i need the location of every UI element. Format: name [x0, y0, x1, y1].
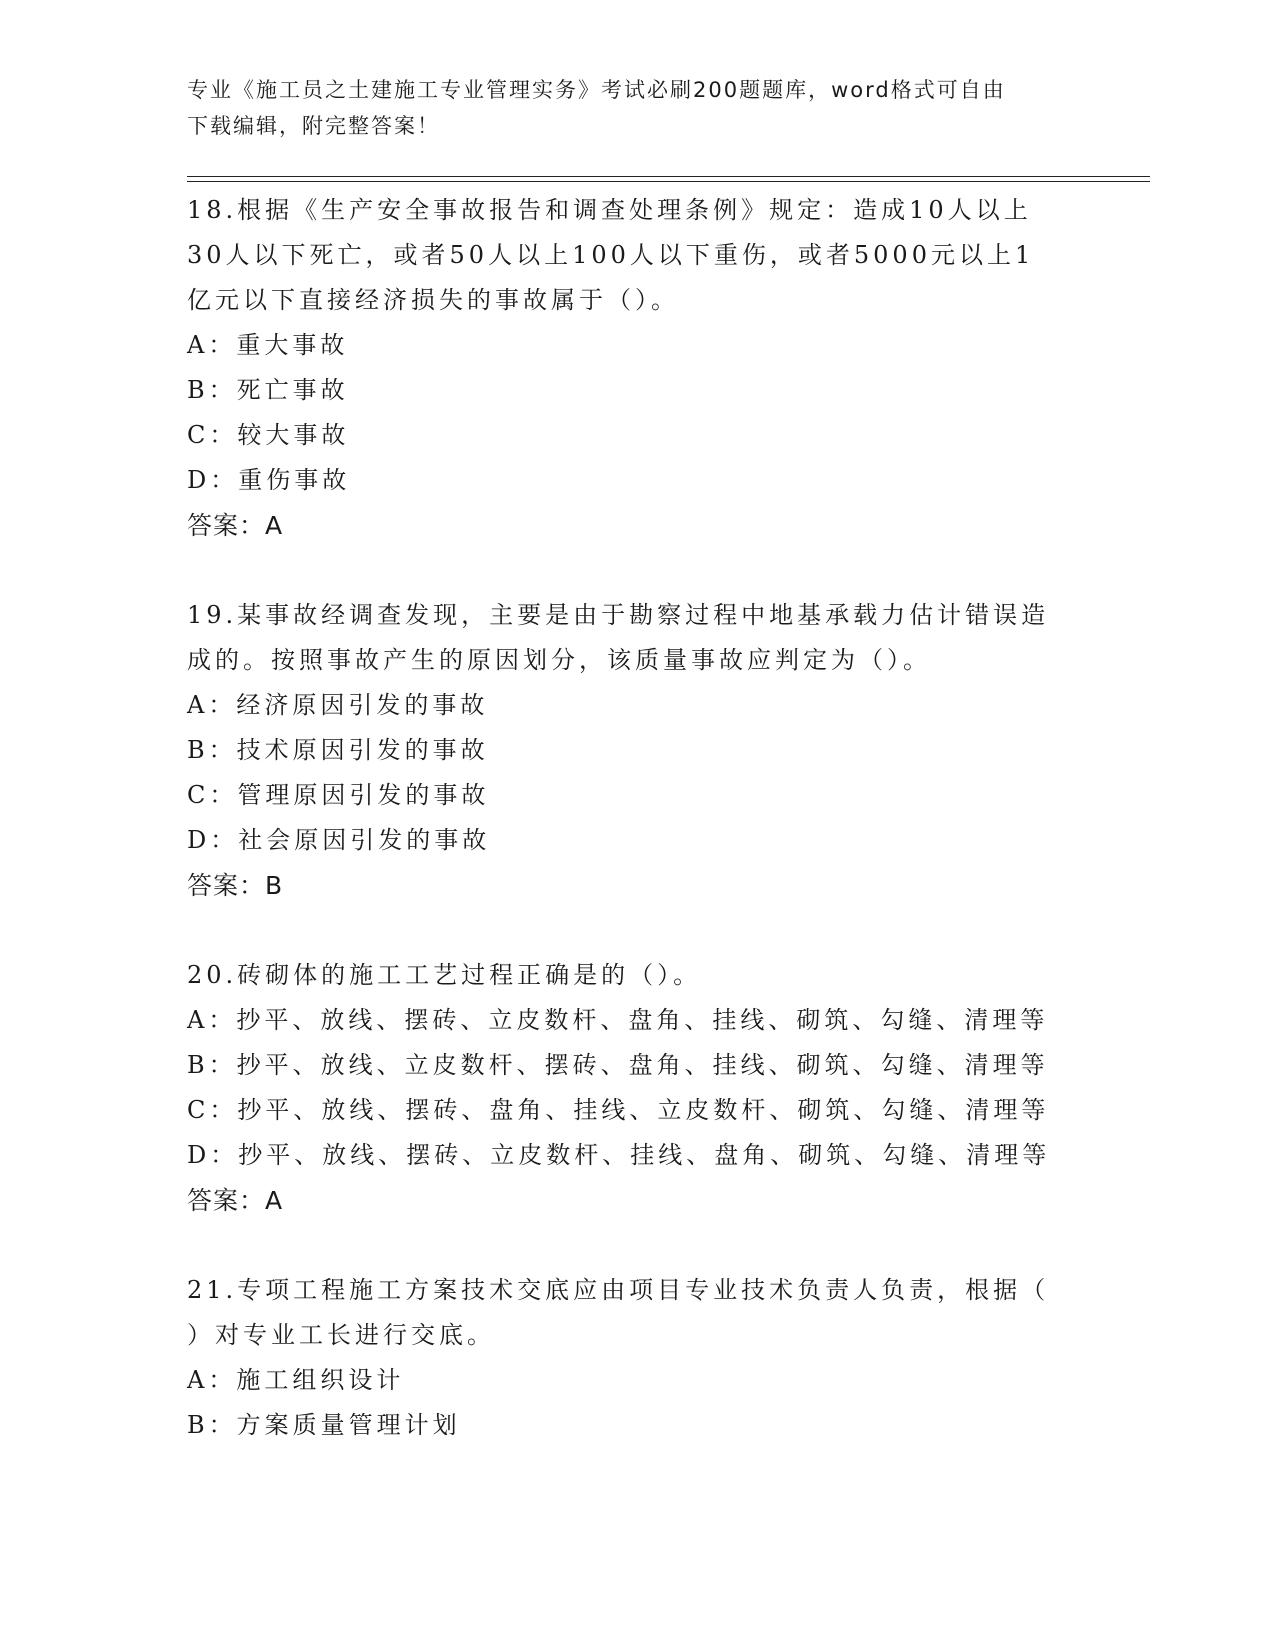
option-d: D：社会原因引发的事故 [187, 826, 491, 854]
question-stem-line: 19.某事故经调查发现，主要是由于勘察过程中地基承载力估计错误造 [187, 601, 1050, 629]
question-stem-line: 20.砖砌体的施工工艺过程正确是的（）。 [187, 961, 702, 989]
question-19 [187, 593, 1087, 908]
option-a: A：重大事故 [187, 331, 349, 359]
option-b: B：死亡事故 [187, 376, 349, 404]
question-20 [187, 953, 1087, 1223]
question-stem-line: ）对专业工长进行交底。 [187, 1321, 495, 1349]
option-a: A：经济原因引发的事故 [187, 691, 489, 719]
option-b: B：技术原因引发的事故 [187, 736, 489, 764]
question-list [187, 188, 1087, 1493]
option-a: A：抄平、放线、摆砖、立皮数杆、盘角、挂线、砌筑、勾缝、清理等 [187, 1006, 1049, 1034]
document-header [187, 72, 1067, 144]
header-divider-top [187, 176, 1150, 177]
question-18 [187, 188, 1087, 548]
question-stem-line: 21.专项工程施工方案技术交底应由项目专业技术负责人负责，根据（ [187, 1276, 1050, 1304]
question-stem-line: 亿元以下直接经济损失的事故属于（）。 [187, 286, 679, 314]
option-d: D：重伤事故 [187, 466, 351, 494]
option-a: A：施工组织设计 [187, 1366, 405, 1394]
header-line-2: 下载编辑，附完整答案！ [187, 114, 440, 138]
answer: 答案：B [187, 871, 284, 900]
answer: 答案：A [187, 1186, 284, 1215]
option-c: C：抄平、放线、摆砖、盘角、挂线、立皮数杆、砌筑、勾缝、清理等 [187, 1096, 1050, 1124]
option-c: C：较大事故 [187, 421, 350, 449]
question-stem-line: 成的。按照事故产生的原因划分，该质量事故应判定为（）。 [187, 646, 931, 674]
option-b: B：抄平、放线、立皮数杆、摆砖、盘角、挂线、砌筑、勾缝、清理等 [187, 1051, 1049, 1079]
option-c: C：管理原因引发的事故 [187, 781, 490, 809]
option-b: B：方案质量管理计划 [187, 1411, 461, 1439]
header-divider-bottom [187, 181, 1150, 182]
option-d: D：抄平、放线、摆砖、立皮数杆、挂线、盘角、砌筑、勾缝、清理等 [187, 1141, 1051, 1169]
question-stem-line: 18.根据《生产安全事故报告和调查处理条例》规定：造成10人以上 [187, 196, 1032, 224]
answer: 答案：A [187, 511, 284, 540]
question-stem-line: 30人以下死亡，或者50人以上100人以下重伤，或者5000元以上1 [187, 241, 1035, 269]
question-21 [187, 1268, 1087, 1448]
header-line-1: 专业《施工员之土建施工专业管理实务》考试必刷200题题库，word格式可自由 [187, 78, 1006, 102]
